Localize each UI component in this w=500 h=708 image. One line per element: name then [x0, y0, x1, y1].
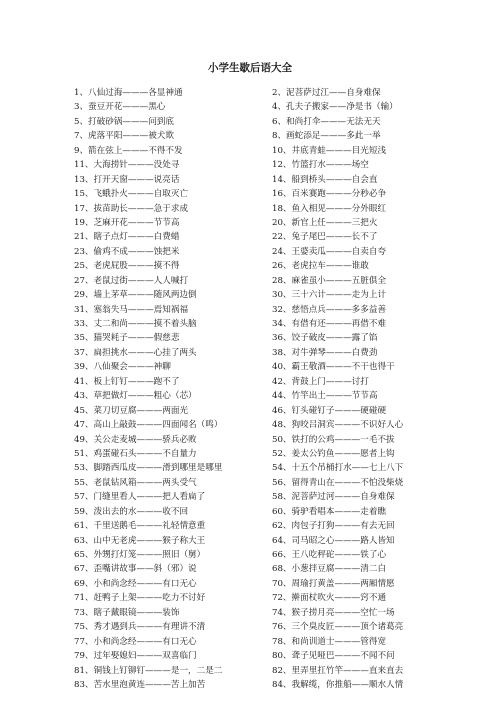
proverb-item: 72、擀面杖吹火———窍不通: [272, 593, 387, 604]
list-row: [74, 548, 474, 562]
proverb-item: 19、芝麻开花———节节高: [74, 217, 180, 228]
list-row: [74, 317, 474, 331]
list-row: [74, 100, 474, 114]
proverb-item: 13、打开天窗———说亮话: [74, 174, 180, 185]
list-row: [74, 591, 474, 605]
list-row: [74, 418, 474, 432]
proverb-item: 54、十五个吊桶打水——七上八下: [272, 463, 404, 474]
list-row: [74, 202, 474, 216]
proverb-item: 36、饺子破皮———露了馅: [272, 333, 378, 344]
proverb-item: 38、对牛弹琴———白费劲: [272, 347, 378, 358]
proverb-item: 46、钉头碰钉子———硬碰硬: [272, 405, 387, 416]
list-row: [74, 649, 474, 663]
list-row: [74, 577, 474, 591]
proverb-item: 33、丈二和尚———摸不着头脑: [74, 319, 197, 329]
proverb-item: 34、有借有还———再借不难: [272, 319, 387, 329]
proverb-item: 79、过年娶媳妇———双喜临门: [74, 651, 197, 662]
proverb-item: 64、司马昭之心———路人皆知: [272, 535, 395, 546]
list-row: [74, 259, 474, 273]
proverb-item: 66、王八吃秤砣———铁了心: [272, 550, 387, 560]
list-row: [74, 129, 474, 143]
list-row: [74, 664, 474, 678]
proverb-item: 83、苦水里泡黄连———苦上加苦: [74, 679, 206, 690]
proverb-item: 18、鱼入相见———分外眼红: [272, 203, 387, 214]
proverb-item: 78、和尚训道士———管得宽: [272, 636, 387, 647]
proverb-item: 30、三十六计———走为上计: [272, 290, 387, 301]
proverb-item: 48、狗咬吕洞宾———不识好人心: [272, 420, 404, 431]
proverb-item: 12、竹篮打水———场空: [272, 160, 369, 171]
proverb-item: 24、王婆卖瓜———自卖自夸: [272, 246, 387, 257]
proverb-item: 9、箭在弦上———不得不发: [74, 145, 183, 156]
proverb-item: 65、外甥打灯笼———照旧（舅）: [74, 550, 206, 560]
proverb-item: 37、扁担挑水———心挂了两头: [74, 347, 197, 358]
list-row: [74, 245, 474, 259]
proverb-item: 40、霸王敬酒———不干也得干: [272, 362, 395, 373]
list-row: [74, 86, 474, 100]
list-row: [74, 346, 474, 360]
proverb-item: 75、秀才遇到兵———有理讲不清: [74, 622, 206, 633]
proverb-item: 58、泥菩萨过河———自身难保: [272, 492, 395, 503]
proverb-item: 39、八仙聚会———神聊: [74, 362, 171, 373]
list-row: [74, 490, 474, 504]
proverb-item: 3、蚕豆开花———黑心: [74, 102, 166, 113]
proverb-item: 41、板上钉钉———跑不了: [74, 376, 180, 387]
list-row: [74, 635, 474, 649]
list-row: [74, 389, 474, 403]
proverb-item: 14、船到桥头———自会直: [272, 174, 378, 185]
proverb-item: 62、肉包子打狗———有去无回: [272, 521, 395, 532]
proverb-item: 43、草把做灯———粗心（芯）: [74, 391, 197, 402]
list-row: [74, 433, 474, 447]
proverb-item: 45、菜刀切豆腐———两面光: [74, 405, 189, 416]
list-row: [74, 274, 474, 288]
proverb-item: 32、慈悟点兵———多多益善: [272, 304, 387, 315]
list-row: [74, 678, 474, 692]
proverb-item: 8、画蛇添足———多此一举: [272, 131, 381, 142]
proverb-item: 74、猴子捞月亮———空忙一场: [272, 607, 395, 618]
list-row: [74, 461, 474, 475]
proverb-item: 56、留得青山在———不怕没柴烧: [272, 477, 404, 488]
proverb-item: 31、塞翁失马———焉知祸福: [74, 304, 189, 315]
proverb-item: 81、铜钱上钉铆钉———是一，二是二: [74, 665, 223, 676]
proverb-item: 26、老虎拉车———谁敢: [272, 261, 369, 272]
proverb-item: 21、瞎子点灯———白费蜡: [74, 232, 180, 243]
proverb-item: 11、大海捞针———没处寻: [74, 160, 180, 171]
proverb-item: 52、姜太公钓鱼———愿者上钩: [272, 448, 395, 459]
list-row: [74, 519, 474, 533]
proverb-item: 63、山中无老虎———猴子称大王: [74, 535, 206, 546]
proverb-item: 7、虎落平阳———被犬欺: [74, 131, 174, 142]
list-row: [74, 216, 474, 230]
proverb-item: 67、歪嘴讲故事——斜（邪）说: [74, 564, 197, 575]
proverb-item: 59、泼出去的水———收不回: [74, 506, 189, 517]
list-row: [74, 404, 474, 418]
proverb-item: 55、老鼠钻风箱———两头受气: [74, 477, 197, 488]
proverb-list: [74, 86, 474, 692]
proverb-item: 50、铁打的公鸡———一毛不拔: [272, 434, 395, 445]
proverb-item: 71、赶鸭子上架———吃力不讨好: [74, 593, 206, 604]
proverb-item: 16、百米赛跑———分秒必争: [272, 189, 387, 200]
proverb-item: 15、飞蛾扑火———自取灭亡: [74, 189, 189, 200]
proverb-item: 82、里弄里扛竹竿———直来直去: [272, 665, 404, 676]
list-row: [74, 620, 474, 634]
proverb-item: 25、老虎屁股———摸不得: [74, 261, 180, 272]
list-row: [74, 360, 474, 374]
proverb-item: 80、聋子见哑巴———不闻不问: [272, 651, 395, 662]
proverb-item: 27、老鼠过街———人人喊打: [74, 275, 189, 286]
list-row: [74, 187, 474, 201]
list-row: [74, 144, 474, 158]
list-row: [74, 534, 474, 548]
proverb-item: 53、脚踏西瓜皮———滑到哪里是哪里: [74, 463, 223, 474]
proverb-item: 28、麻雀虽小———五脏俱全: [272, 275, 387, 286]
proverb-item: 44、竹竿出土———节节高: [272, 391, 378, 402]
proverb-item: 69、小和尚念经———有口无心: [74, 578, 197, 589]
proverb-item: 4、孔夫子搬家——净是书（输）: [272, 102, 398, 113]
proverb-item: 49、关公走麦城———骄兵必败: [74, 434, 197, 445]
proverb-item: 76、三个臭皮匠———顶个诸葛亮: [272, 622, 404, 633]
proverb-item: 20、新官上任———三把火: [272, 217, 378, 228]
proverb-item: 84、我解缆，你推船——顺水人情: [272, 679, 404, 690]
proverb-item: 17、拔苗助长———急于求成: [74, 203, 189, 214]
proverb-item: 70、周瑜打黄盖———两厢情愿: [272, 578, 395, 589]
proverb-item: 1、八仙过海———各显神通: [74, 88, 183, 98]
proverb-item: 6、和尚打伞———无法无天: [272, 116, 381, 127]
proverb-item: 61、千里送鹅毛———礼轻情意重: [74, 521, 206, 532]
list-row: [74, 447, 474, 461]
list-row: [74, 115, 474, 129]
proverb-item: 2、泥菩萨过江——自身难保: [272, 88, 381, 98]
proverb-item: 5、打破砂锅———问到底: [74, 116, 174, 127]
list-row: [74, 375, 474, 389]
proverb-item: 73、瞎子戴眼镜———装饰: [74, 607, 180, 618]
proverb-item: 68、小葱拌豆腐———清二白: [272, 564, 387, 575]
list-row: [74, 505, 474, 519]
list-row: [74, 331, 474, 345]
proverb-item: 22、兔子尾巴———长不了: [272, 232, 378, 243]
proverb-item: 47、高山上敲鼓———四面闻名（鸣）: [74, 420, 223, 431]
list-row: [74, 562, 474, 576]
list-row: [74, 606, 474, 620]
proverb-item: 35、猫哭耗子———假慈悲: [74, 333, 180, 344]
proverb-item: 42、背鼓上门———讨打: [272, 376, 369, 387]
list-row: [74, 303, 474, 317]
proverb-item: 29、墙上茅草———随风两边倒: [74, 290, 197, 301]
list-row: [74, 173, 474, 187]
proverb-item: 60、骑驴看唱本———走着瞧: [272, 506, 387, 517]
proverb-item: 23、偷鸡不成———蚀把米: [74, 246, 180, 257]
proverb-item: 77、小和尚念经———有口无心: [74, 636, 197, 647]
proverb-item: 57、门缝里看人———把人看扁了: [74, 492, 206, 503]
page-title: 小学生歇后语大全: [208, 62, 292, 74]
proverb-item: 10、井底青蛙———目光短浅: [272, 145, 387, 156]
list-row: [74, 158, 474, 172]
list-row: [74, 230, 474, 244]
list-row: [74, 288, 474, 302]
proverb-item: 51、鸡蛋碰石头———不自量力: [74, 448, 197, 459]
list-row: [74, 476, 474, 490]
